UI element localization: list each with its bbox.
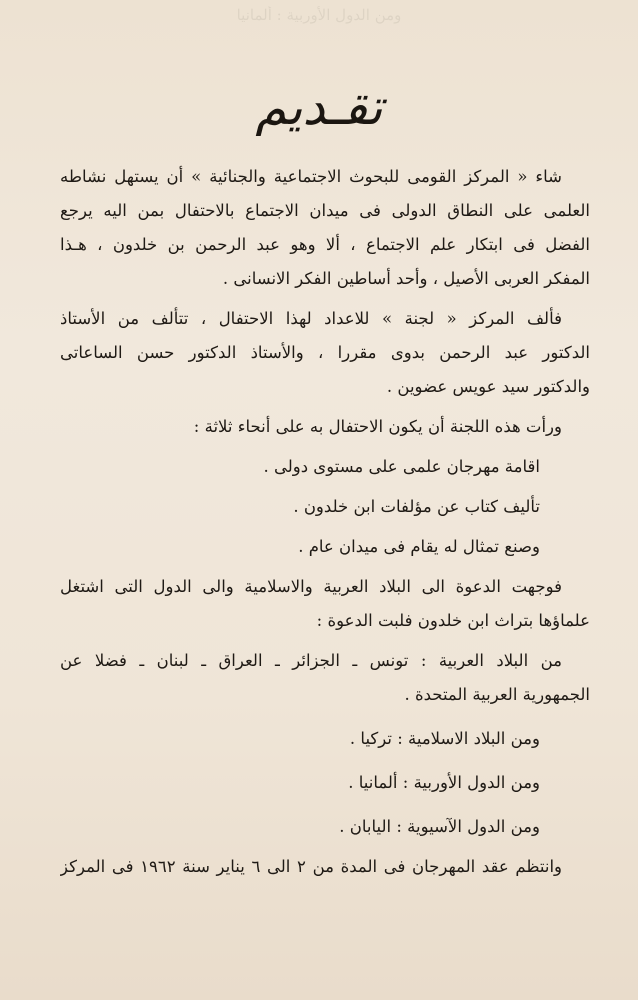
page-title: تقـديم xyxy=(255,78,383,136)
list-item: تأليف كتاب عن مؤلفات ابن خلدون . xyxy=(293,497,540,516)
text-line: علماؤها بتراث ابن خلدون فلبت الدعوة : xyxy=(316,611,590,630)
text-line: الفضل فى ابتكار علم الاجتماع ، ألا وهو عبد الرحمن بن خلدون ، هـذا xyxy=(60,235,590,254)
list-item: وصنع تمثال له يقام فى ميدان عام . xyxy=(298,537,540,556)
text-line: فألف المركز « لجنة » للاعداد لهذا الاحتفال ، تتألف من الأستاذ xyxy=(60,309,562,328)
text-line: من البلاد العربية : تونس ـ الجزائر ـ العراق ـ لبنان ـ فضلا عن xyxy=(60,651,562,670)
text-line: ورأت هذه اللجنة أن يكون الاحتفال به على أنحاء ثلاثة : xyxy=(193,417,562,436)
text-line: والدكتور سيد عويس عضوين . xyxy=(386,377,590,396)
list-item: ومن الدول الآسيوية : اليابان . xyxy=(339,817,540,836)
bleed-through-text: ومن الدول الأوربية : ألمانيا xyxy=(236,6,402,24)
preface-body xyxy=(60,160,590,884)
list-item: ومن البلاد الاسلامية : تركيا . xyxy=(349,729,540,748)
text-line: فوجهت الدعوة الى البلاد العربية والاسلامية والى الدول التى اشتغل xyxy=(60,577,562,596)
list-item: اقامة مهرجان علمى على مستوى دولى . xyxy=(263,457,540,476)
text-line: المفكر العربى الأصيل ، وأحد أساطين الفكر الانسانى . xyxy=(222,269,590,288)
text-line: وانتظم عقد المهرجان فى المدة من ٢ الى ٦ يناير سنة ١٩٦٢ فى المركز xyxy=(60,857,562,876)
text-line: العلمى على النطاق الدولى فى ميدان الاجتماع بالاحتفال بمن اليه يرجع xyxy=(60,201,590,220)
text-line: الدكتور عبد الرحمن بدوى مقررا ، والأستاذ الدكتور حسن الساعاتى xyxy=(60,343,590,362)
text-line: الجمهورية العربية المتحدة . xyxy=(404,685,590,704)
text-line: شاء « المركز القومى للبحوث الاجتماعية والجنائية » أن يستهل نشاطه xyxy=(60,167,562,186)
list-item: ومن الدول الأوربية : ألمانيا . xyxy=(348,773,540,792)
